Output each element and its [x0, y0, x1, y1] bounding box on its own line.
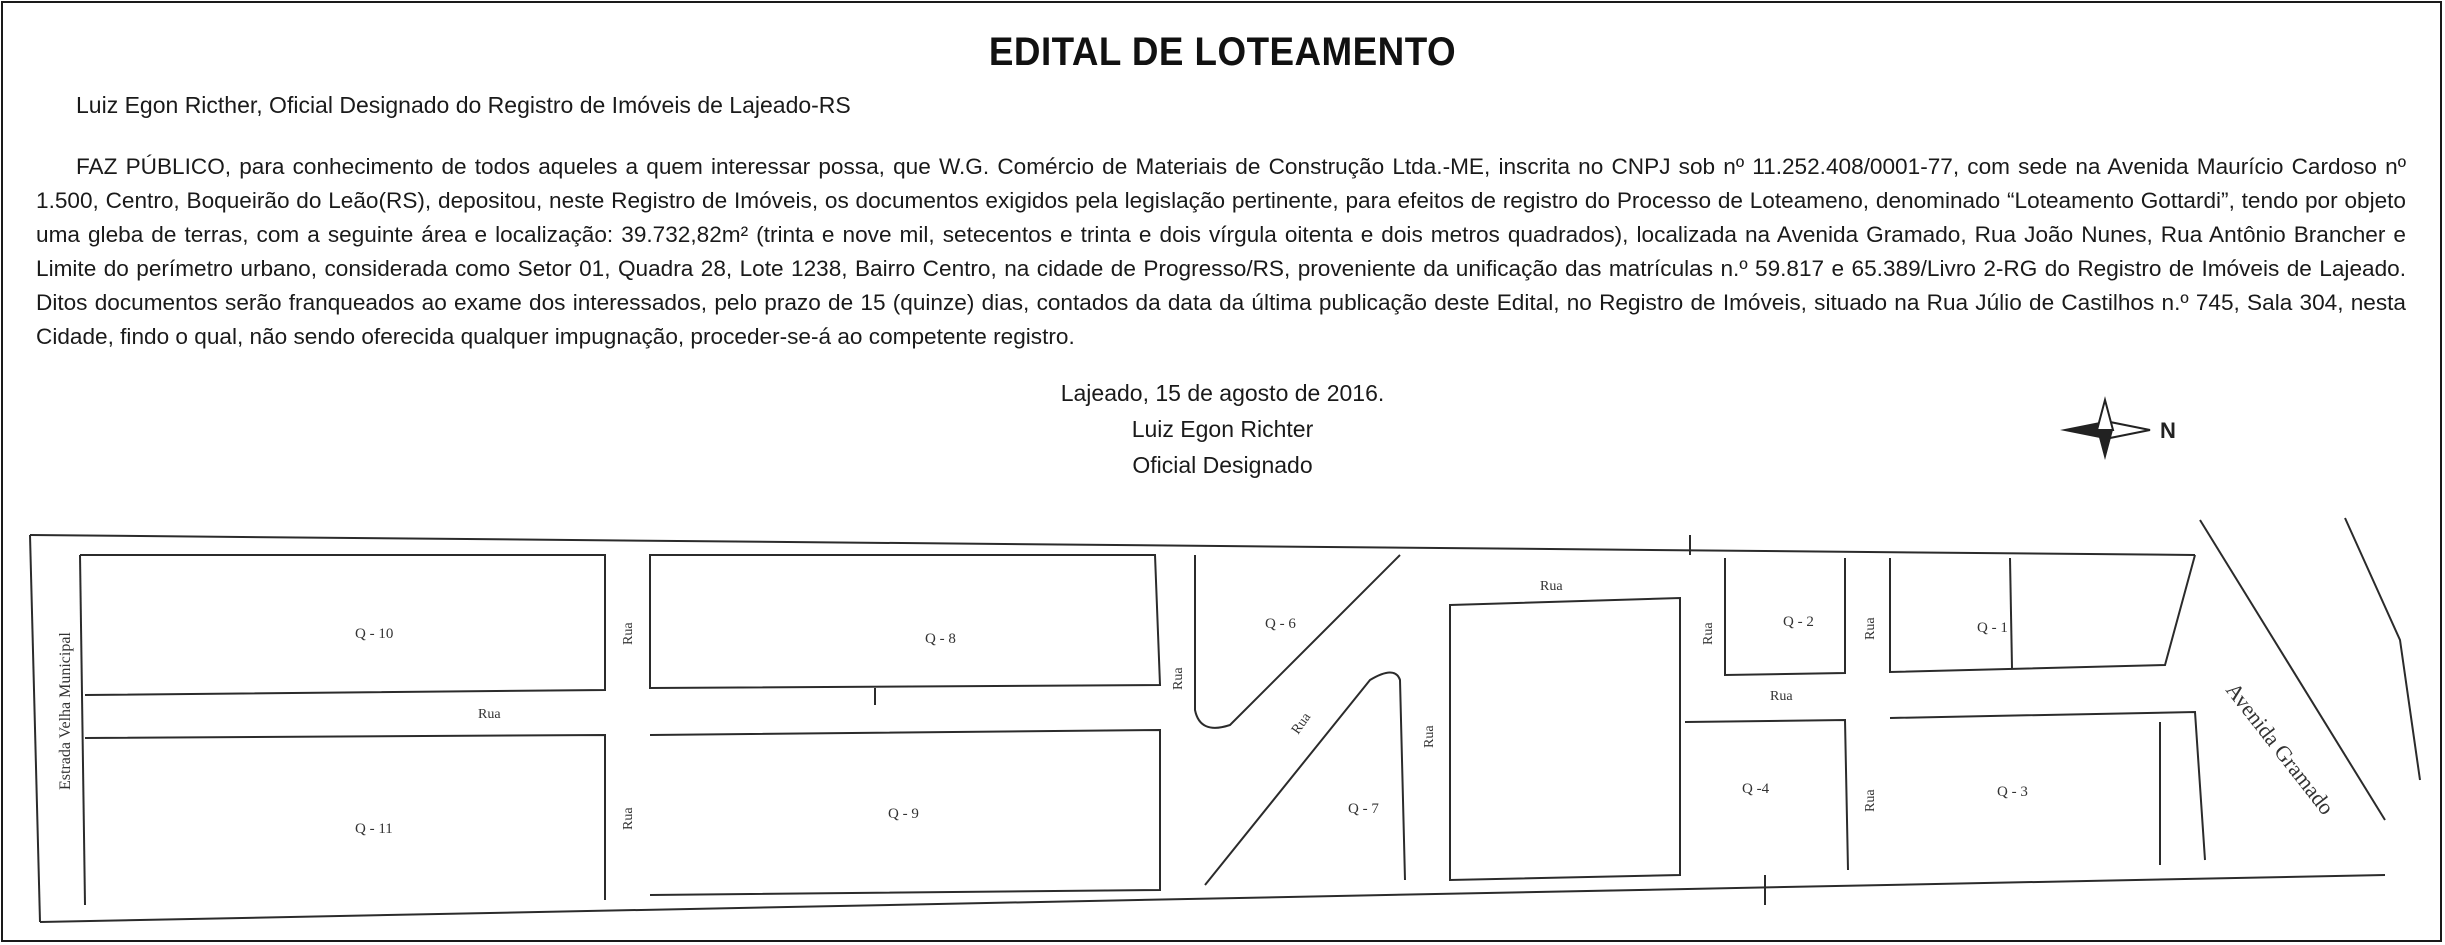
compass-letter: N [2160, 418, 2176, 443]
road-label-right: Avenida Gramado [2221, 677, 2340, 820]
central-block-outline [1450, 598, 1680, 880]
block-q10-outline [80, 555, 605, 695]
date-line: Lajeado, 15 de agosto de 2016. [1060, 380, 1385, 406]
block-label-q11: Q - 11 [355, 821, 393, 837]
block-q11-outline [85, 735, 605, 900]
street-label: Rua [1770, 689, 1793, 704]
block-label-q1: Q - 1 [1977, 620, 2008, 636]
compass-rose-icon [2060, 400, 2176, 460]
block-label-q4: Q -4 [1742, 781, 1770, 797]
block-q8-outline [650, 555, 1160, 688]
edital-body: FAZ PÚBLICO, para conhecimento de todos aqueles a quem interessar possa, que W.G. Comércio de Materiais de Construção Ltda.-ME, inscrita no CNPJ sob nº 11.252.408/0001-77, com sede na Avenida Maurício Cardoso nº 1.500, Centro, Boqueirão do Leão(RS), depositou, neste Registro de Imóveis, os documentos exigidos pela legislação pertinente, para efeitos de registro do Processo de Loteameno, denominado “Loteamento Gottardi”, tendo por objeto uma gleba de terras, com a seguinte área e localização: 39.732,82m² (trinta e nove mil, setecentos e trinta e dois vírgula oitenta e dois metros quadrados), localizada na Avenida Gramado, Rua João Nunes, Rua Antônio Brancher e Limite do perímetro urbano, considerada como Setor 01, Quadra 28, Lote 1238, Bairro Centro, na cidade de Progresso/RS, proveniente da unificação das matrículas n.º 59.817 e 65.389/Livro 2-RG do Registro de Imóveis de Lajeado. Ditos documentos serão franqueados ao exame dos interessados, pelo prazo de 15 (quinze) dias, contados da data da última publicação deste Edital, no Registro de Imóveis, situado na Rua Júlio de Castilhos n.º 745, Sala 304, nesta Cidade, findo o qual, não sendo oferecida qualquer impugnação, proceder-se-á ao competente registro. [36, 154, 2406, 349]
block-q1-outline [1890, 555, 2195, 672]
block-q3-outline [1890, 712, 2205, 860]
road-inner-line [80, 555, 85, 905]
block-label-q6: Q - 6 [1265, 616, 1296, 632]
map-bottom-boundary [40, 875, 2385, 922]
issuer-line: Luiz Egon Ricther, Oficial Designado do Registro de Imóveis de Lajeado-RS [76, 92, 851, 118]
street-label: Rua [1863, 617, 1878, 640]
street-label: Rua [621, 807, 636, 830]
block-label-q2: Q - 2 [1783, 614, 1814, 630]
block-q6-outline [1195, 555, 1400, 728]
signer-role: Oficial Designado [1132, 452, 1313, 478]
block-q7-outline [1205, 673, 1405, 886]
signer-name: Luiz Egon Richter [1131, 416, 1314, 442]
street-label: Rua [621, 622, 636, 645]
block-label-q10: Q - 10 [355, 626, 394, 642]
street-label: Rua [1422, 725, 1437, 748]
street-label: Rua [1540, 579, 1563, 594]
map-top-boundary [30, 535, 2195, 555]
block-label-q7: Q - 7 [1348, 801, 1379, 817]
road-label-left: Estrada Velha Municipal [57, 632, 74, 790]
street-label: Rua [1863, 789, 1878, 812]
street-label: Rua [1701, 622, 1716, 645]
street-label: Rua [478, 707, 501, 722]
block-label-q8: Q - 8 [925, 631, 956, 647]
block-label-q3: Q - 3 [1997, 784, 2028, 800]
block-label-q9: Q - 9 [888, 806, 919, 822]
map-left-boundary [30, 535, 40, 922]
street-label: Rua [1171, 667, 1186, 690]
street-label: Rua [1288, 710, 1315, 738]
page-title: EDITAL DE LOTEAMENTO [988, 30, 1457, 74]
avenue-edge-right [2345, 518, 2420, 780]
